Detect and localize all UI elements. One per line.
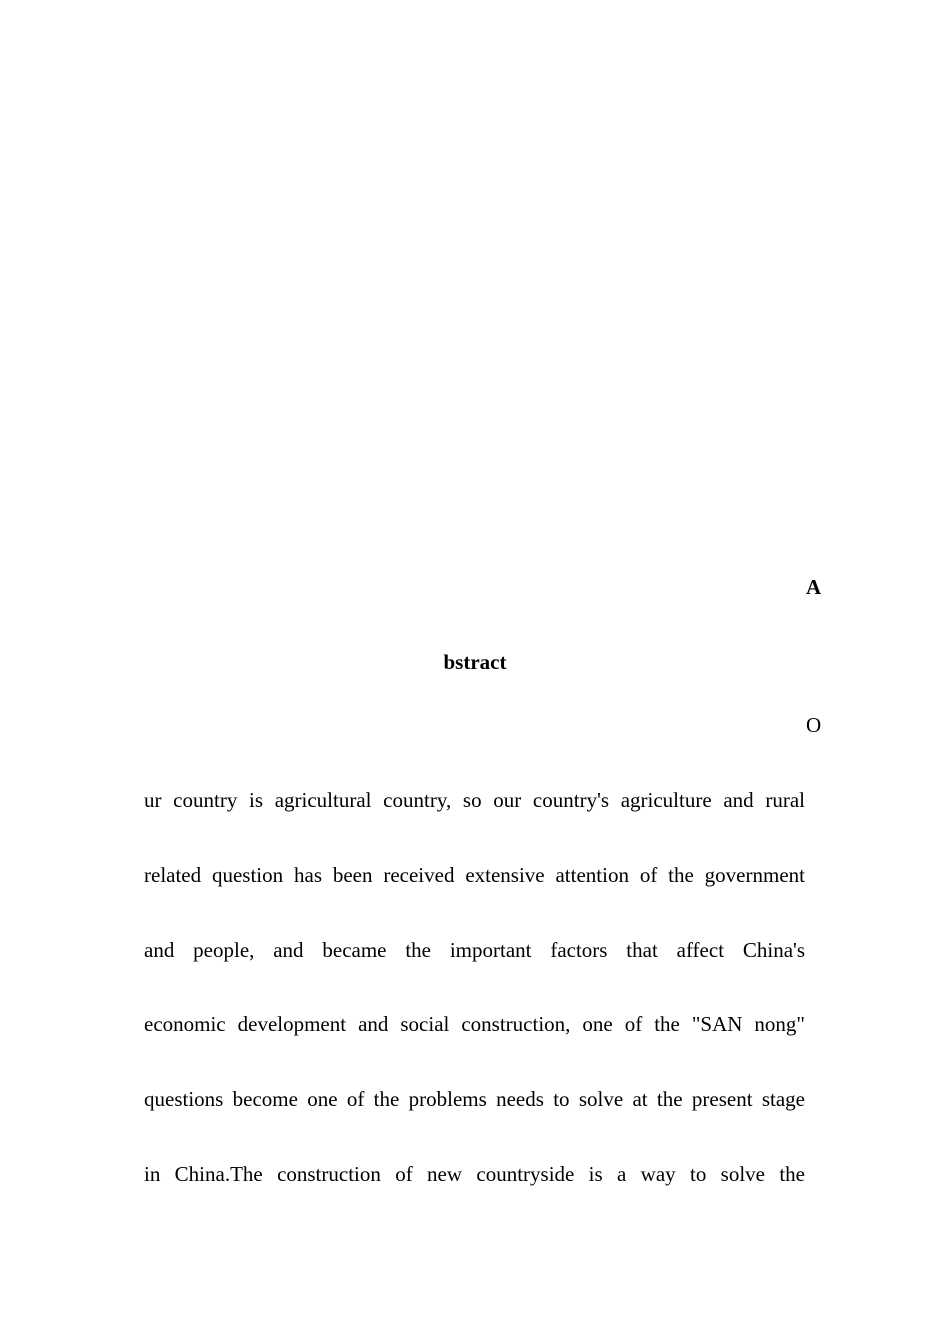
paragraph-line: economic development and social construction, one of the "SAN nong" xyxy=(144,1012,805,1037)
paragraph-line: and people, and became the important factors that affect China's xyxy=(144,937,805,962)
paragraph-line: questions become one of the problems needs to solve at the present stage xyxy=(144,1087,805,1112)
paragraph-line: in China.The construction of new countryside is a way to solve the xyxy=(144,1161,805,1186)
paragraph-line: related question has been received extensive attention of the government xyxy=(144,862,805,887)
abstract-paragraph xyxy=(144,787,805,1236)
abstract-heading: bstract xyxy=(443,650,507,674)
paragraph-initial-letter: O xyxy=(806,713,822,737)
heading-initial-letter: A xyxy=(806,575,822,599)
paragraph-line: ur country is agricultural country, so our country's agriculture and rural xyxy=(144,788,805,812)
